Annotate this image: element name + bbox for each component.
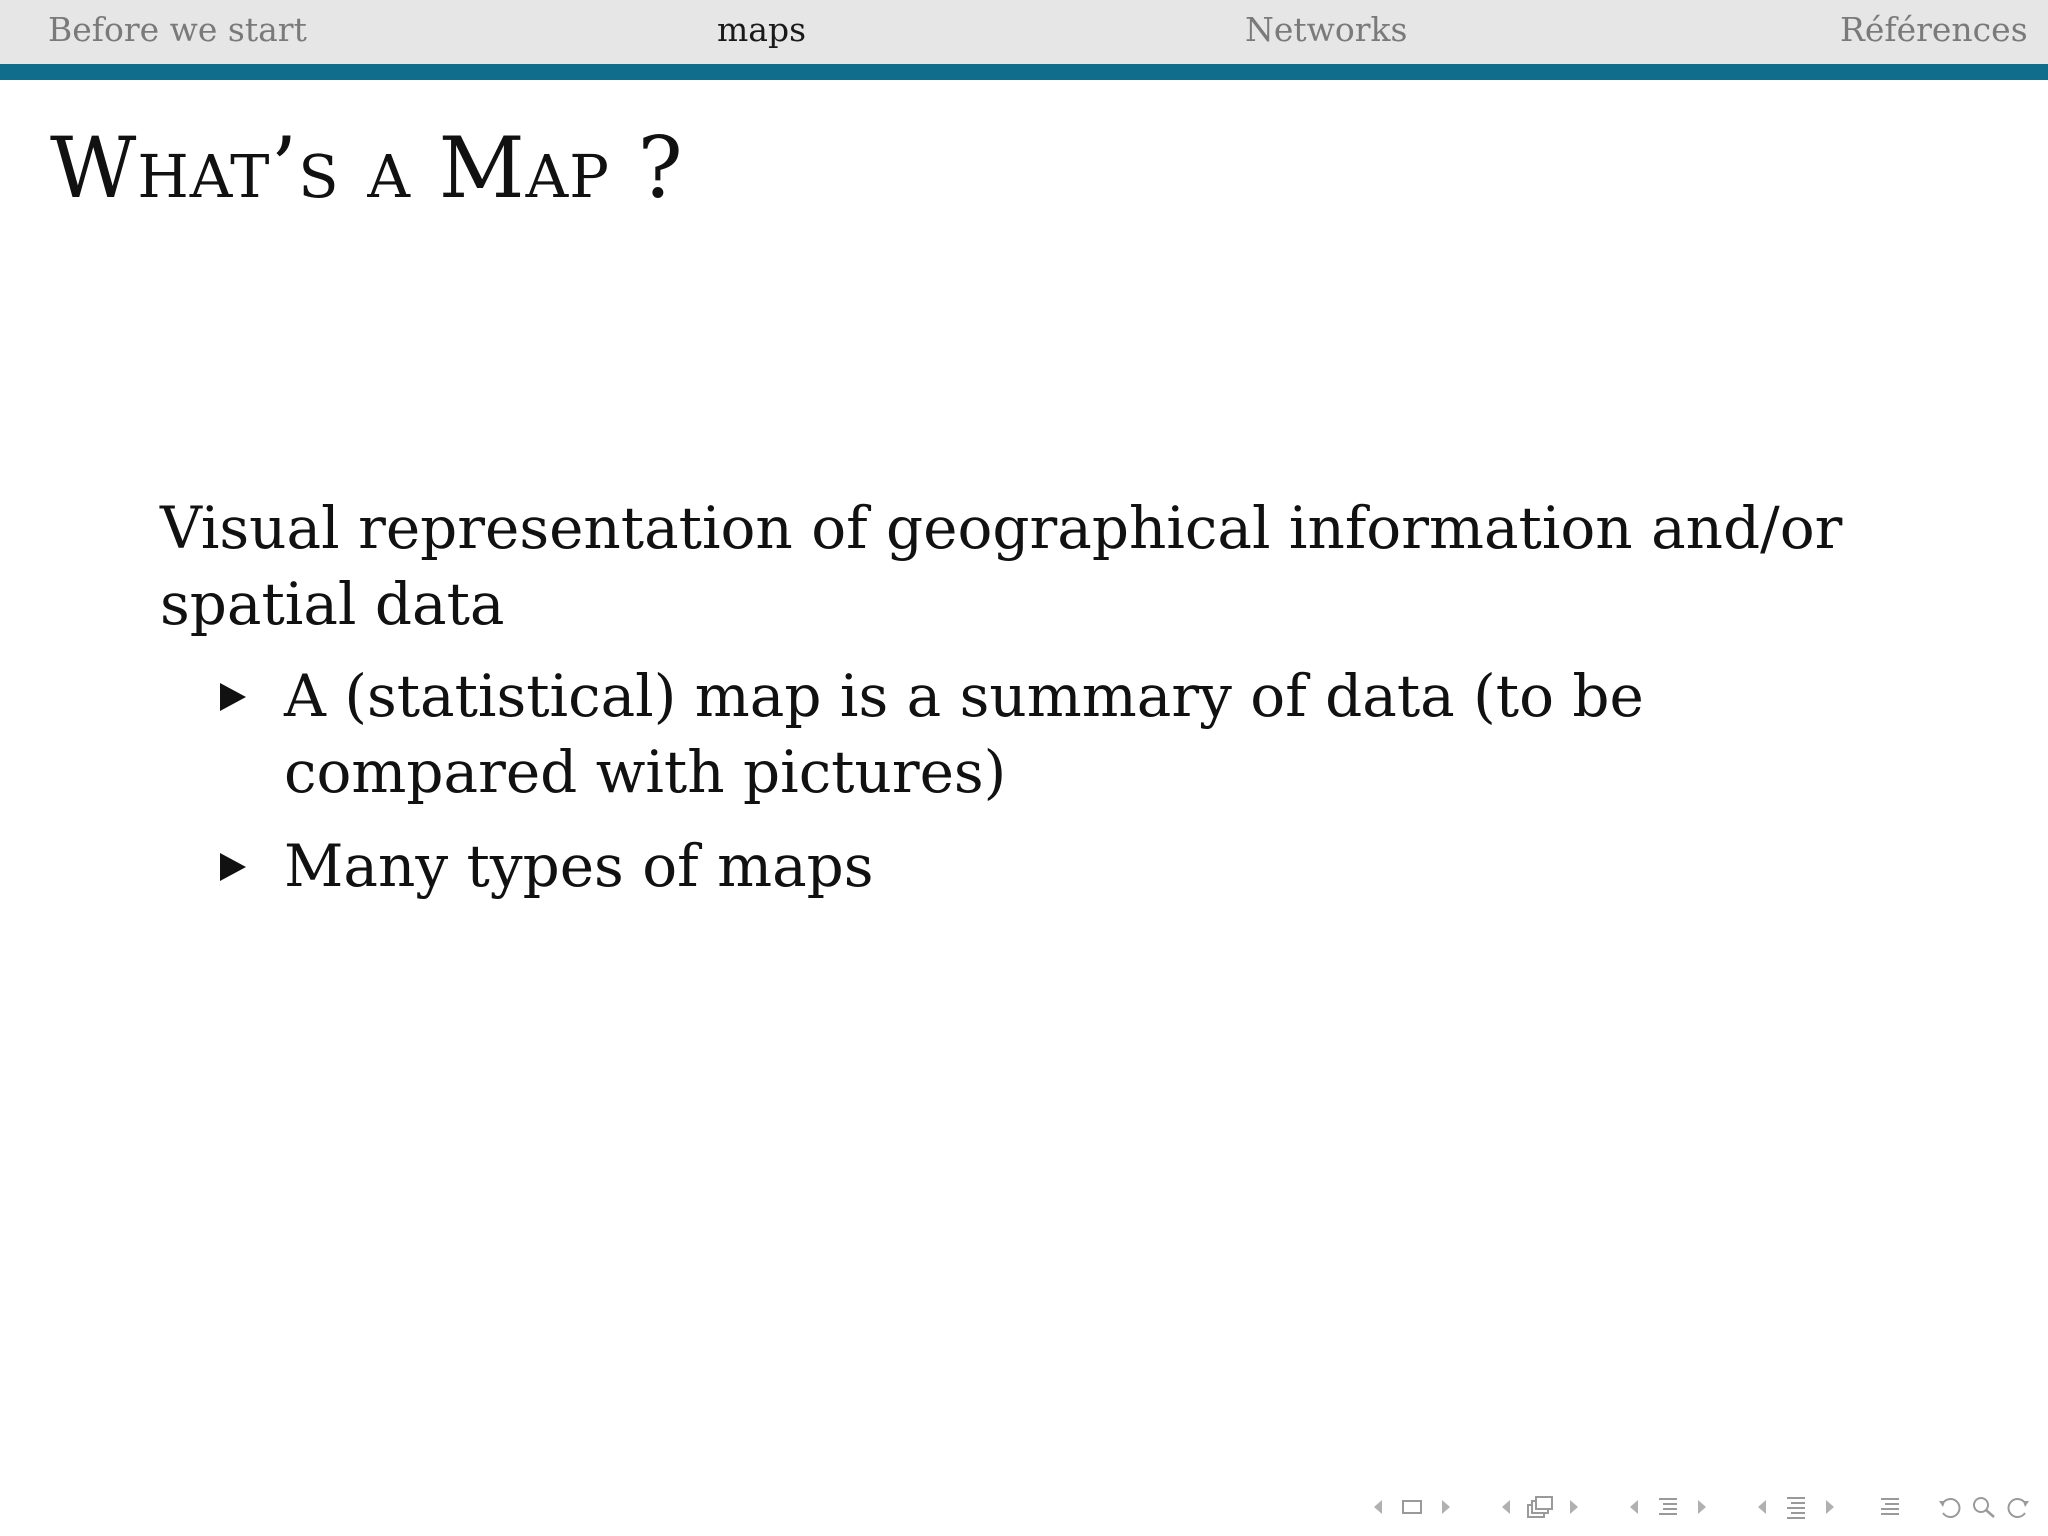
bullet-item [160, 658, 1880, 810]
arrow-left-icon[interactable] [1748, 1492, 1776, 1522]
forward-icon[interactable] [2004, 1492, 2032, 1522]
frame-icon[interactable] [1398, 1492, 1426, 1522]
arrow-left-icon[interactable] [1620, 1492, 1648, 1522]
triangle-bullet-icon [220, 853, 246, 881]
nav-section-references[interactable]: Références [1840, 10, 2028, 49]
nav-section-networks[interactable]: Networks [1245, 10, 1408, 49]
bullet-item [160, 828, 1880, 904]
bullet-list [160, 658, 1880, 904]
lead-paragraph: Visual representation of geographical information and/or spatial data [160, 494, 1843, 638]
section-navigation-bar [0, 0, 2048, 64]
subsection-icon[interactable] [1526, 1492, 1554, 1522]
triangle-bullet-icon [220, 683, 246, 711]
arrow-right-icon[interactable] [1688, 1492, 1716, 1522]
slide-title: What’s a Map ? [50, 119, 684, 217]
header-accent-bar [0, 64, 2048, 80]
slide-body [160, 490, 1880, 922]
back-icon[interactable] [1936, 1492, 1964, 1522]
arrow-right-icon[interactable] [1560, 1492, 1588, 1522]
arrow-left-icon[interactable] [1492, 1492, 1520, 1522]
appendix-icon[interactable] [1782, 1492, 1810, 1522]
arrow-right-icon[interactable] [1816, 1492, 1844, 1522]
search-icon[interactable] [1970, 1492, 1998, 1522]
section-icon[interactable] [1654, 1492, 1682, 1522]
nav-section-maps[interactable]: maps [717, 10, 807, 49]
nav-section-before-we-start[interactable]: Before we start [48, 10, 307, 49]
beamer-navigation-symbols [1364, 1490, 2032, 1524]
toc-icon[interactable] [1876, 1492, 1904, 1522]
bullet-text: Many types of maps [284, 832, 874, 900]
arrow-right-icon[interactable] [1432, 1492, 1460, 1522]
arrow-left-icon[interactable] [1364, 1492, 1392, 1522]
bullet-text: A (statistical) map is a summary of data (to be compared with pictures) [284, 662, 1644, 806]
